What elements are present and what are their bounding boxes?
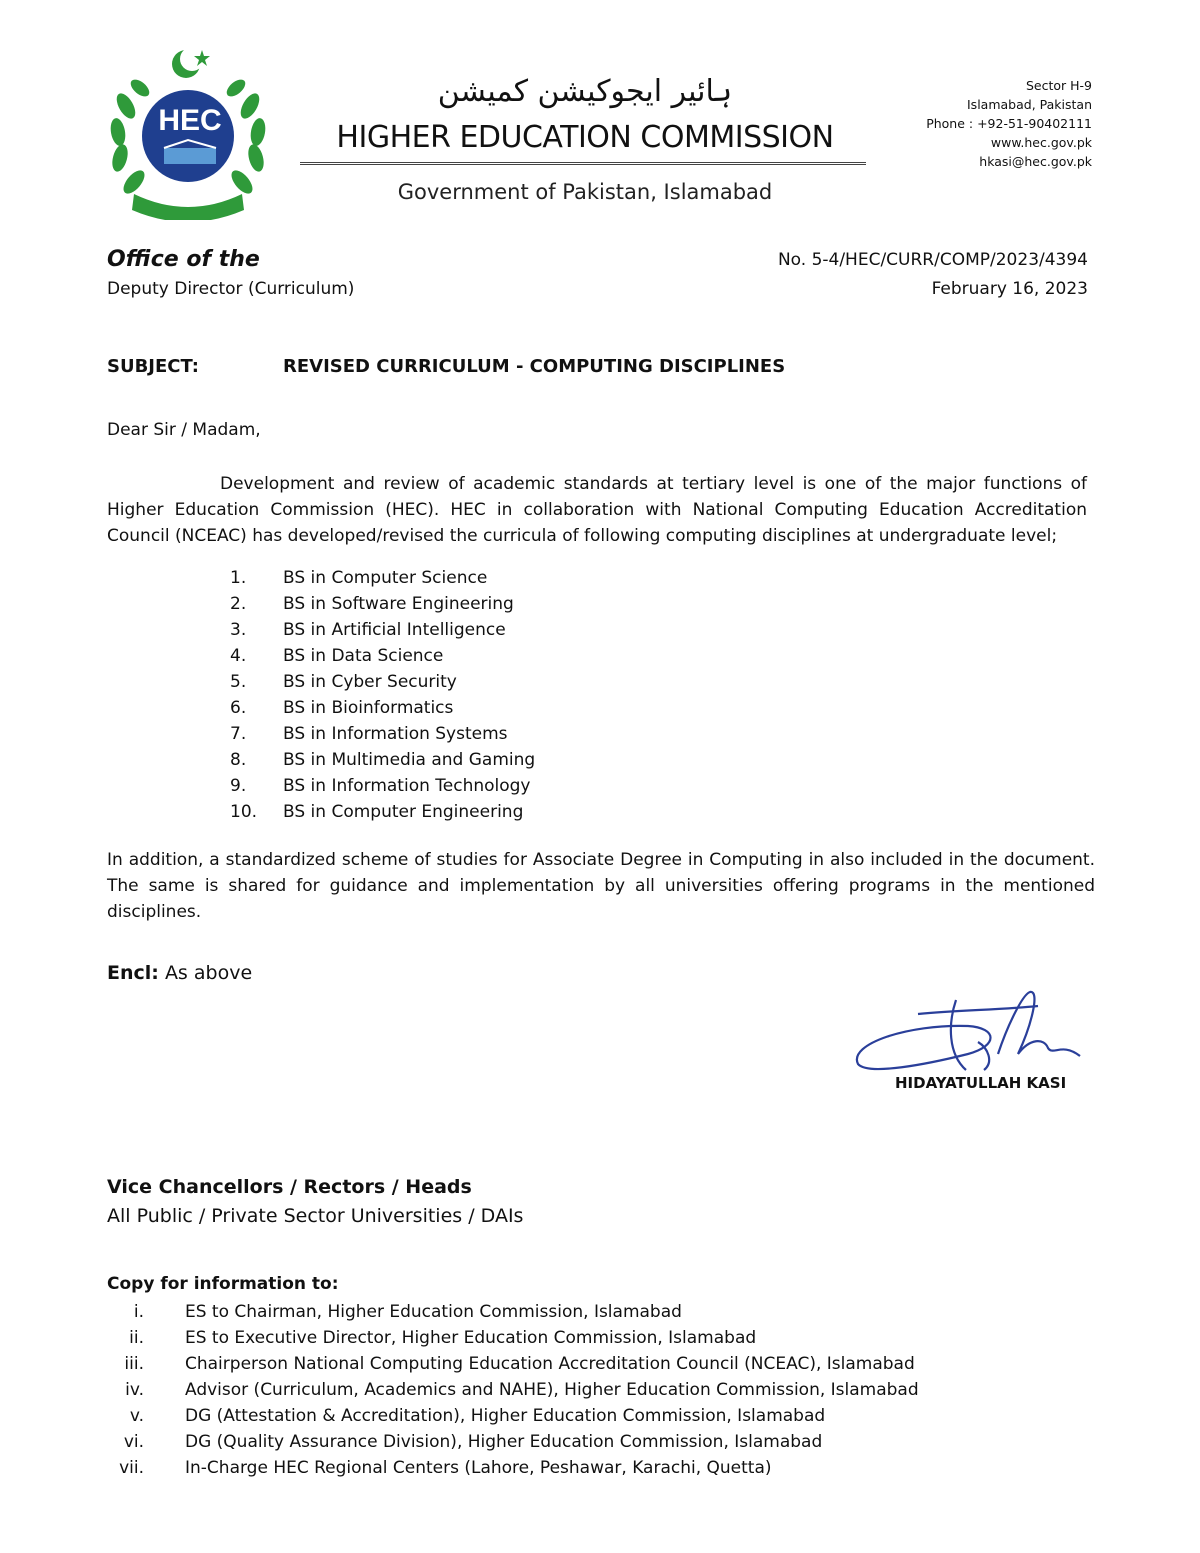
copy-list xyxy=(107,1299,919,1481)
enclosure xyxy=(107,962,252,984)
enclosure-label: Encl: xyxy=(107,962,159,984)
program-name: BS in Information Systems xyxy=(283,724,508,744)
copy-item-number: vii. xyxy=(119,1458,144,1478)
header-divider xyxy=(300,162,866,165)
copy-item-text: ES to Chairman, Higher Education Commission, Islamabad xyxy=(185,1302,682,1322)
program-name: BS in Computer Engineering xyxy=(283,802,524,822)
copy-item xyxy=(107,1455,919,1481)
program-name: BS in Multimedia and Gaming xyxy=(283,750,536,770)
org-name: HIGHER EDUCATION COMMISSION xyxy=(336,120,834,155)
copy-item-number: i. xyxy=(133,1302,144,1322)
hec-logo xyxy=(104,44,272,220)
copy-item xyxy=(107,1403,919,1429)
phone: Phone : +92-51-90402111 xyxy=(926,116,1092,131)
gov-line: Government of Pakistan, Islamabad xyxy=(397,180,773,204)
program-number: 2. xyxy=(230,594,247,614)
copy-title: Copy for information to: xyxy=(107,1274,339,1294)
copy-item-number: v. xyxy=(129,1406,144,1426)
recipients-line-1: Vice Chancellors / Rectors / Heads xyxy=(107,1176,472,1198)
program-item xyxy=(230,721,535,747)
program-number: 10. xyxy=(230,802,258,822)
program-item xyxy=(230,565,535,591)
copy-item-text: Advisor (Curriculum, Academics and NAHE), Higher Education Commission, Islamabad xyxy=(185,1380,919,1400)
program-item xyxy=(230,669,535,695)
program-number: 8. xyxy=(230,750,247,770)
program-name: BS in Computer Science xyxy=(283,568,488,588)
copy-item-number: ii. xyxy=(129,1328,144,1348)
program-number: 9. xyxy=(230,776,247,796)
copy-item-number: vi. xyxy=(123,1432,144,1452)
copy-item-text: ES to Executive Director, Higher Education Commission, Islamabad xyxy=(185,1328,757,1348)
address-line-1: Sector H-9 xyxy=(1025,78,1092,93)
program-number: 1. xyxy=(230,568,247,588)
paragraph-2: In addition, a standardized scheme of studies for Associate Degree in Computing in also included in the document. The same is shared for guidance and implementation by all universities offering programs in the mentioned disciplines. xyxy=(107,850,1095,922)
copy-item-text: In-Charge HEC Regional Centers (Lahore, Peshawar, Karachi, Quetta) xyxy=(185,1458,772,1478)
program-name: BS in Information Technology xyxy=(283,776,531,796)
program-item xyxy=(230,773,535,799)
contact-block xyxy=(926,76,1092,171)
program-name: BS in Software Engineering xyxy=(283,594,514,614)
website-link[interactable]: www.hec.gov.pk xyxy=(990,135,1092,150)
program-number: 3. xyxy=(230,620,247,640)
logo-text: HEC xyxy=(158,104,222,137)
signature xyxy=(848,984,1088,1084)
subject-text: REVISED CURRICULUM - COMPUTING DISCIPLINES xyxy=(283,356,786,377)
office-title: Office of the xyxy=(107,247,260,272)
copy-item-text: DG (Attestation & Accreditation), Higher Education Commission, Islamabad xyxy=(185,1406,826,1426)
copy-item xyxy=(107,1429,919,1455)
program-item xyxy=(230,617,535,643)
reference-number: No. 5-4/HEC/CURR/COMP/2023/4394 xyxy=(777,250,1088,270)
office-designation: Deputy Director (Curriculum) xyxy=(107,279,355,299)
letter-date: February 16, 2023 xyxy=(931,279,1088,299)
program-number: 7. xyxy=(230,724,247,744)
program-item xyxy=(230,799,535,825)
program-name: BS in Artificial Intelligence xyxy=(283,620,506,640)
program-item xyxy=(230,747,535,773)
program-name: BS in Cyber Security xyxy=(283,672,457,692)
copy-item xyxy=(107,1325,919,1351)
program-item xyxy=(230,643,535,669)
program-number: 5. xyxy=(230,672,247,692)
copy-item xyxy=(107,1377,919,1403)
program-item xyxy=(230,591,535,617)
enclosure-value: As above xyxy=(164,962,253,984)
paragraph-1 xyxy=(107,471,1087,549)
copy-item xyxy=(107,1299,919,1325)
subject-label: SUBJECT: xyxy=(107,356,199,377)
program-name: BS in Data Science xyxy=(283,646,444,666)
copy-item-text: DG (Quality Assurance Division), Higher Education Commission, Islamabad xyxy=(185,1432,823,1452)
program-number: 4. xyxy=(230,646,247,666)
program-item xyxy=(230,695,535,721)
salutation: Dear Sir / Madam, xyxy=(107,420,261,440)
email-link[interactable]: hkasi@hec.gov.pk xyxy=(979,154,1092,169)
paragraph-1-text: Development and review of academic standards at tertiary level is one of the major functions of Higher Education Commission (HEC). HEC in collaboration with National Computing Education Accreditation Council (NCEAC) has developed/revised the curricula of following computing disciplines at undergraduate level; xyxy=(107,474,1087,546)
copy-item-text: Chairperson National Computing Education Accreditation Council (NCEAC), Islamabad xyxy=(185,1354,915,1374)
copy-item-number: iii. xyxy=(124,1354,144,1374)
program-name: BS in Bioinformatics xyxy=(283,698,454,718)
copy-item-number: iv. xyxy=(125,1380,144,1400)
signatory-name: HIDAYATULLAH KASI xyxy=(895,1074,1067,1092)
urdu-org-name: ہائیر ایجوکیشن کمیشن xyxy=(437,74,733,109)
program-number: 6. xyxy=(230,698,247,718)
address-line-2: Islamabad, Pakistan xyxy=(967,97,1092,112)
recipients-line-2: All Public / Private Sector Universities / DAIs xyxy=(107,1205,524,1227)
program-list xyxy=(230,565,535,825)
copy-item xyxy=(107,1351,919,1377)
